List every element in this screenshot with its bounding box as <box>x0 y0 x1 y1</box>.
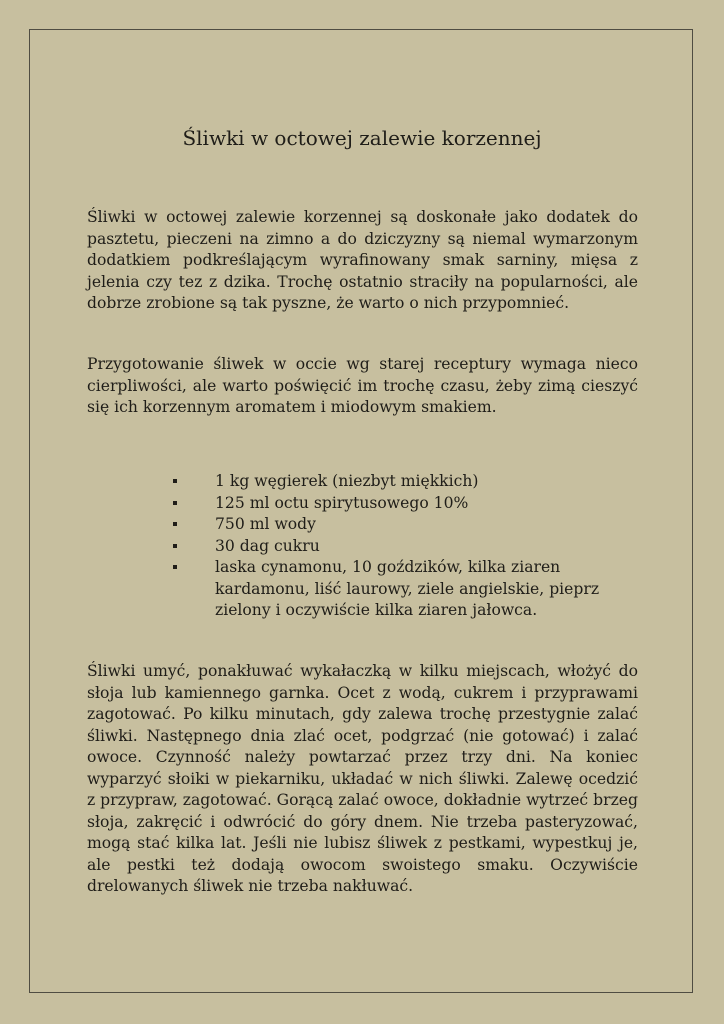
ingredient-item <box>170 557 630 622</box>
ingredient-text: 125 ml octu spirytusowego 10% <box>215 493 469 512</box>
intro-paragraph-1: Śliwki w octowej zalewie korzennej są doskonałe jako dodatek do pasztetu, pieczeni na zimno a do dziczyzny są niemal wymarzonym dodatkiem podkreślającym wyrafinowany smak sarniny, mięsa z jelenia czy tez z dzika. Trochę ostatnio straciły na popularności, ale dobrze zrobione są tak pyszne, że warto o nich przypomnieć. <box>87 208 638 312</box>
ingredient-item <box>170 493 630 515</box>
ingredient-item <box>170 514 630 536</box>
instructions-paragraph: Śliwki umyć, ponakłuwać wykałaczką w kilku miejscach, włożyć do słoja lub kamiennego garnka. Ocet z wodą, cukrem i przyprawami zagotować. Po kilku minutach, gdy zalewa trochę przestygnie zalać śliwki. Następnego dnia zlać ocet, podgrzać (nie gotować) i zalać owoce. Czynność należy powtarzać przez trzy dni. Na koniec wyparzyć słoiki w piekarniku, układać w nich śliwki. Zalewę ocedzić z przypraw, zagotować. Gorącą zalać owoce, dokładnie wytrzeć brzeg słoja, zakręcić i odwrócić do góry dnem. Nie trzeba pasteryzować, mogą stać kilka lat. Jeśli nie lubisz śliwek z pestkami, wypestkuj je, ale pestki też dodają owocom swoistego smaku. Oczywiście drelowanych śliwek nie trzeba nakłuwać. <box>87 662 638 895</box>
ingredient-text: 1 kg węgierek (niezbyt miękkich) <box>215 472 479 490</box>
bullet-icon <box>173 479 177 483</box>
intro-paragraph-2: Przygotowanie śliwek w occie wg starej receptury wymaga nieco cierpliwości, ale warto poświęcić im trochę czasu, żeby zimą cieszyć się ich korzennym aromatem i miodowym smakiem. <box>87 355 638 416</box>
ingredient-text: laska cynamonu, 10 goździków, kilka ziaren kardamonu, liść laurowy, ziele angielskie, pieprz zielony i oczywiście kilka ziaren jałowca. <box>215 558 600 619</box>
bullet-icon <box>173 544 177 548</box>
ingredient-item <box>170 471 630 493</box>
bullet-icon <box>173 565 177 569</box>
ingredient-text: 750 ml wody <box>215 515 316 533</box>
ingredient-item <box>170 536 630 558</box>
bullet-icon <box>173 501 177 505</box>
bullet-icon <box>173 522 177 526</box>
ingredient-text: 30 dag cukru <box>215 536 320 555</box>
page-title: Śliwki w octowej zalewie korzennej <box>182 126 542 150</box>
ingredients-list <box>170 471 630 622</box>
